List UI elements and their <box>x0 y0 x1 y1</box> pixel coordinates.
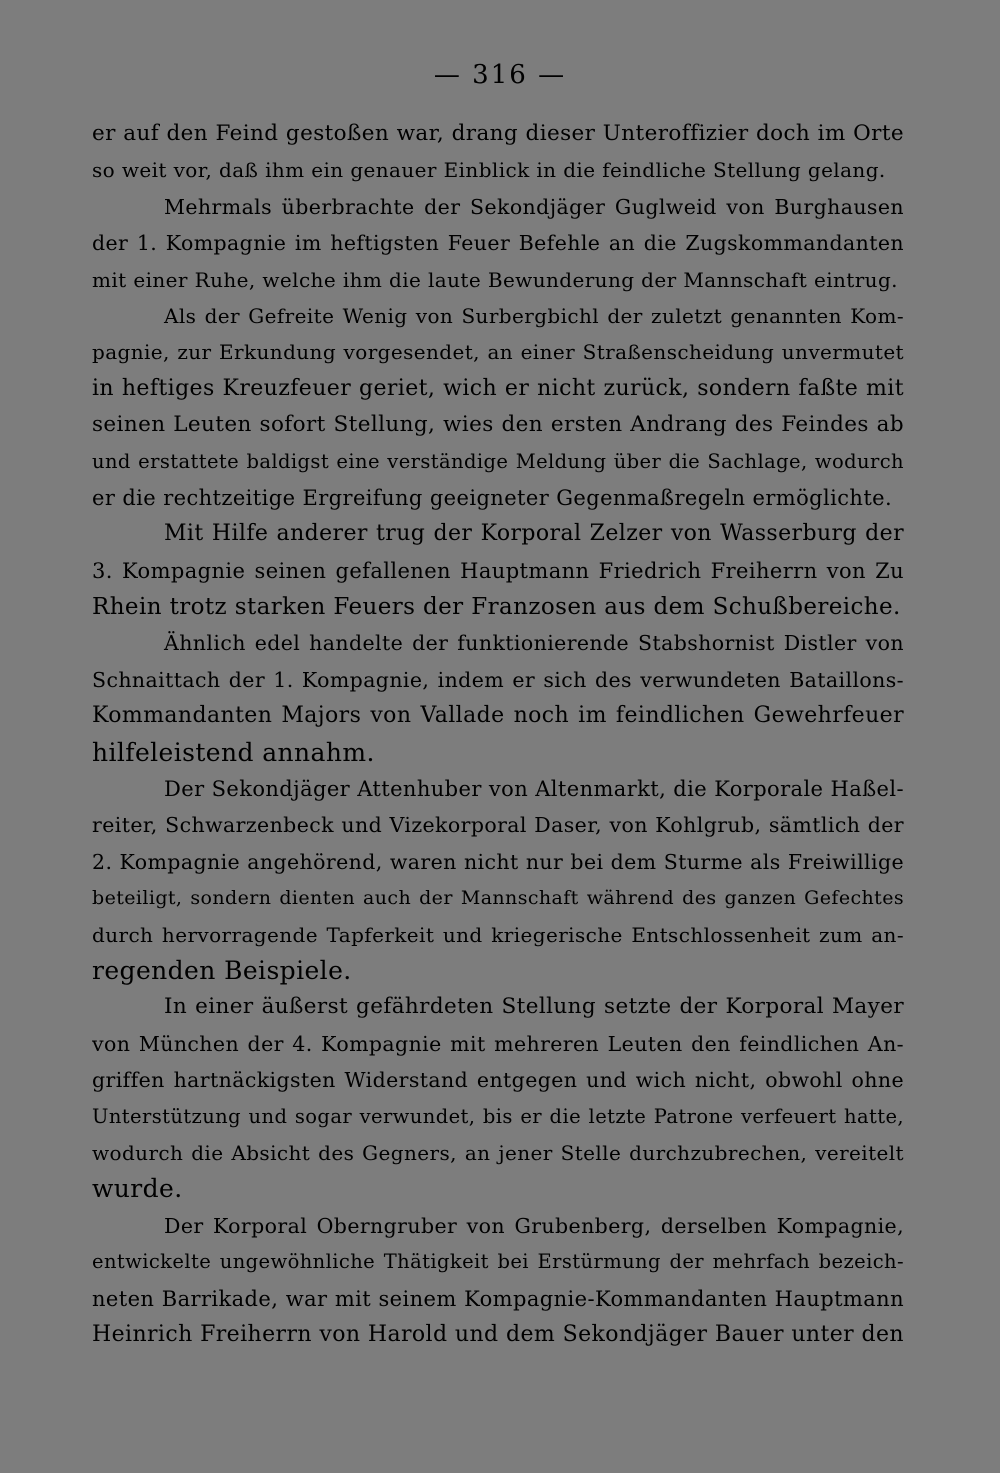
text-line: von München der 4. Kompagnie mit mehreren Leuten den feindlichen An- <box>92 1031 904 1056</box>
text-line: Unterstützung und sogar verwundet, bis er die letzte Patrone verfeuert hatte, <box>92 1104 904 1128</box>
text-line: er die rechtzeitige Ergreifung geeigneter Gegenmaßregeln ermöglichte. <box>92 485 893 510</box>
text-line: Kommandanten Majors von Vallade noch im feindlichen Gewehrfeuer <box>92 703 904 729</box>
text-line: hilfeleistend annahm. <box>92 737 375 767</box>
text-line: mit einer Ruhe, welche ihm die laute Bewunderung der Mannschaft eintrug. <box>92 267 898 292</box>
text-line: Heinrich Freiherrn von Harold und dem Sekondjäger Bauer unter den <box>92 1321 904 1347</box>
text-line: Der Korporal Oberngruber von Grubenberg, derselben Kompagnie, <box>164 1213 904 1238</box>
page-number: — 316 — <box>433 60 567 90</box>
text-line: durch hervorragende Tapferkeit und kriegerische Entschlossenheit zum an- <box>92 922 904 947</box>
text-line: neten Barrikade, war mit seinem Kompagnie-Kommandanten Hauptmann <box>92 1286 904 1311</box>
text-line: Mehrmals überbrachte der Sekondjäger Guglweid von Burghausen <box>164 194 904 219</box>
text-line: und erstattete baldigst eine verständige Meldung über die Sachlage, wodurch <box>92 449 904 473</box>
text-line: 3. Kompagnie seinen gefallenen Hauptmann Friedrich Freiherrn von Zu <box>92 558 904 583</box>
text-line: Mit Hilfe anderer trug der Korporal Zelzer von Wasserburg der <box>164 521 904 547</box>
text-line: Der Sekondjäger Attenhuber von Altenmarkt, die Korporale Haßel- <box>164 777 904 802</box>
text-line: beteiligt, sondern dienten auch der Mannschaft während des ganzen Gefechtes <box>92 887 904 910</box>
text-line: der 1. Kompagnie im heftigsten Feuer Befehle an die Zugskommandanten <box>92 231 904 256</box>
text-line: 2. Kompagnie angehörend, waren nicht nur bei dem Sturme als Freiwillige <box>92 849 904 874</box>
body-text <box>92 116 904 1353</box>
text-line: so weit vor, daß ihm ein genauer Einblick in die feindliche Stellung gelang. <box>92 158 886 183</box>
text-line: pagnie, zur Erkundung vorgesendet, an einer Straßenscheidung unvermutet <box>92 340 904 365</box>
text-line: in heftiges Kreuzfeuer geriet, wich er nicht zurück, sondern faßte mit <box>92 375 904 401</box>
text-line: In einer äußerst gefährdeten Stellung setzte der Korporal Mayer <box>164 994 904 1020</box>
text-line: Ähnlich edel handelte der funktionierende Stabshornist Distler von <box>164 631 904 656</box>
text-line: er auf den Feind gestoßen war, drang dieser Unteroffizier doch im Orte <box>92 121 904 146</box>
text-line: wodurch die Absicht des Gegners, an jener Stelle durchzubrechen, vereitelt <box>92 1140 904 1165</box>
text-line: Rhein trotz starken Feuers der Franzosen aus dem Schußbereiche. <box>92 594 901 621</box>
text-line: regenden Beispiele. <box>92 955 352 985</box>
text-line: Als der Gefreite Wenig von Surbergbichl der zuletzt genannten Kom- <box>164 303 904 328</box>
text-line: entwickelte ungewöhnliche Thätigkeit bei Erstürmung der mehrfach bezeich- <box>92 1250 904 1274</box>
text-line: reiter, Schwarzenbeck und Vizekorporal Daser, von Kohlgrub, sämtlich der <box>92 813 904 838</box>
text-line: griffen hartnäckigsten Widerstand entgegen und wich nicht, obwohl ohne <box>92 1068 904 1093</box>
text-line: Schnaittach der 1. Kompagnie, indem er sich des verwundeten Bataillons- <box>92 667 904 692</box>
text-line: wurde. <box>92 1174 183 1204</box>
text-line: seinen Leuten sofort Stellung, wies den ersten Andrang des Feindes ab <box>92 412 904 438</box>
